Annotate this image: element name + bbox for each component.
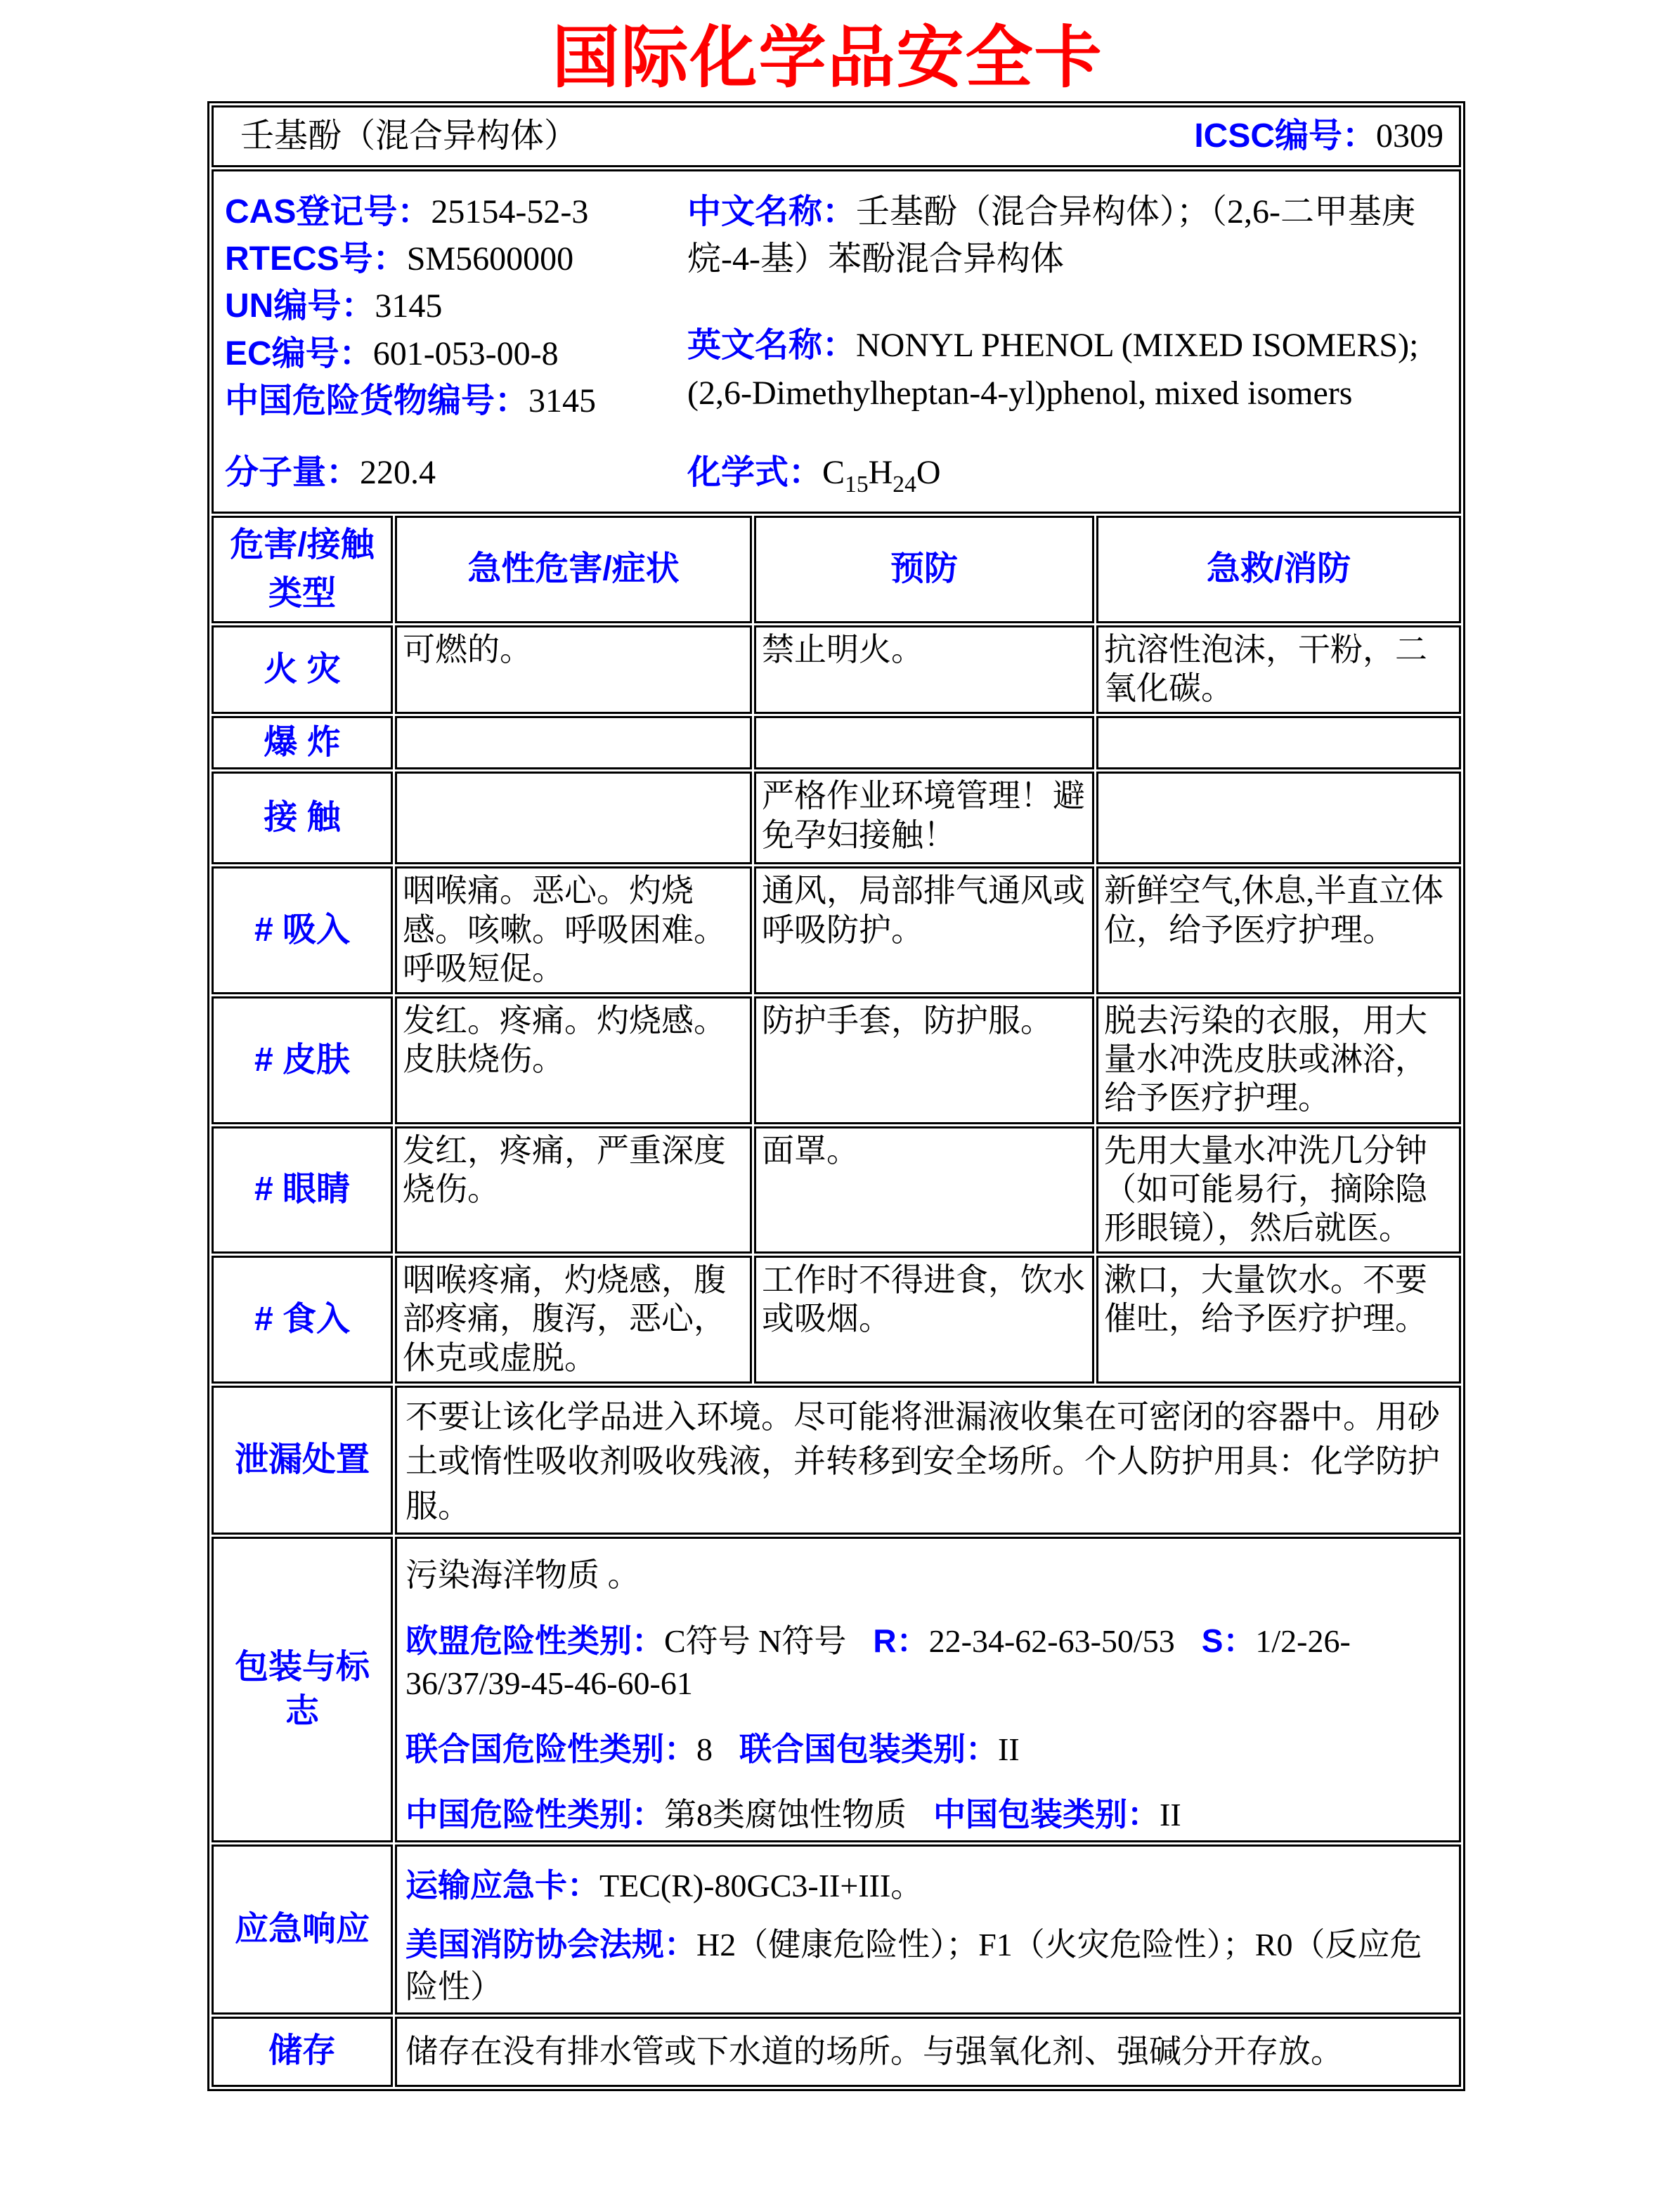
page-title: 国际化学品安全卡 [552, 20, 1103, 96]
packaging-label: 包装与标志 [212, 1537, 393, 1842]
spillage-text-cell: 不要让该化学品进入环境。尽可能将泄漏液收集在可密闭的容器中。用砂土或惰性吸收剂吸收残液，并转移到安全场所。个人防护用具：化学防护服。 [395, 1386, 1461, 1535]
nfpa-code-line: 美国消防协会法规：H2（健康危险性）；F1（火灾危险性）；R0（反应危险性） [405, 1925, 1422, 2005]
hazard-type-label: # 皮肤 [212, 996, 393, 1124]
china-dg-number-line: 中国危险货物编号：3145 [225, 382, 597, 419]
symptoms-cell: 发红，疼痛，严重深度烧伤。 [395, 1126, 752, 1254]
substance-info-cell [212, 169, 1461, 514]
column-header-hazard-type: 危害/接触类型 [212, 516, 393, 623]
marine-pollutant-line: 污染海洋物质 。 [405, 1557, 640, 1594]
column-header-symptoms: 急性危害/症状 [395, 516, 752, 623]
symptoms-cell: 可燃的。 [395, 625, 752, 714]
english-name-line: 英文名称：NONYL PHENOL (MIXED ISOMERS); (2,6-Dimethylheptan-4-yl)phenol, mixed isomers [687, 327, 1419, 412]
packaging-text-cell [395, 1537, 1461, 1842]
chemical-formula-line: 化学式：$C_{15}H_{24}O$ [687, 453, 941, 497]
prevention-cell [754, 716, 1094, 769]
first-aid-cell: 漱口，大量饮水。不要催吐，给予医疗护理。 [1096, 1256, 1461, 1384]
prevention-cell: 面罩。 [754, 1126, 1094, 1254]
icsc-number [1194, 116, 1443, 157]
column-header-prevention: 预防 [754, 516, 1094, 623]
prevention-cell: 工作时不得进食，饮水或吸烟。 [754, 1256, 1094, 1384]
hazard-row-fire [212, 625, 1461, 714]
first-aid-cell: 新鲜空气,休息,半直立体位，给予医疗护理。 [1096, 866, 1461, 994]
un-classification-line: 联合国危险性类别：8 联合国包装类别：II [405, 1730, 1020, 1767]
column-header-first-aid: 急救/消防 [1096, 516, 1461, 623]
prevention-cell: 防护手套，防护服。 [754, 996, 1094, 1124]
ec-number-line: EC编号：601-053-00-8 [225, 334, 559, 372]
spillage-label: 泄漏处置 [212, 1386, 393, 1535]
first-aid-cell [1096, 716, 1461, 769]
molecular-weight-line: 分子量：220.4 [225, 453, 436, 491]
icsc-card [207, 101, 1465, 2091]
hazard-type-label: 爆 炸 [212, 716, 393, 769]
prevention-cell: 严格作业环境管理！避免孕妇接触！ [754, 772, 1094, 864]
hazard-type-label: 火 灾 [212, 625, 393, 714]
identifier-list [225, 188, 680, 424]
emergency-response-label: 应急响应 [212, 1845, 393, 2014]
prevention-cell: 禁止明火。 [754, 625, 1094, 714]
storage-row [212, 2017, 1461, 2087]
rtecs-number-line: RTECS号：SM5600000 [225, 240, 574, 278]
hazard-table-header-row [212, 516, 1461, 623]
transport-emergency-card-line: 运输应急卡：TEC(R)-80GC3-II+III。 [405, 1867, 923, 1904]
emergency-response-row [212, 1845, 1461, 2014]
icsc-number-value: 0309 [1376, 117, 1443, 155]
hazard-row-explosion [212, 716, 1461, 769]
symptoms-cell [395, 772, 752, 864]
packaging-row [212, 1537, 1461, 1842]
hazard-row-ingestion [212, 1256, 1461, 1384]
hazard-type-label: # 吸入 [212, 866, 393, 994]
first-aid-cell: 先用大量水冲洗几分钟（如可能易行，摘除隐形眼镜），然后就医。 [1096, 1126, 1461, 1254]
symptoms-cell [395, 716, 752, 769]
hazard-row-eyes [212, 1126, 1461, 1254]
card-header-row [212, 105, 1461, 167]
prevention-cell: 通风，局部排气通风或呼吸防护。 [754, 866, 1094, 994]
symptoms-cell: 咽喉痛。恶心。灼烧感。咳嗽。呼吸困难。呼吸短促。 [395, 866, 752, 994]
first-aid-cell: 脱去污染的衣服，用大量水冲洗皮肤或淋浴，给予医疗护理。 [1096, 996, 1461, 1124]
china-classification-line: 中国危险性类别：第8类腐蚀性物质 中国包装类别：II [405, 1796, 1181, 1833]
symptoms-cell: 发红。疼痛。灼烧感。皮肤烧伤。 [395, 996, 752, 1124]
hazard-row-exposure [212, 772, 1461, 864]
spillage-row [212, 1386, 1461, 1535]
chinese-name-line: 中文名称：壬基酚（混合异构体）；（2,6-二甲基庚烷-4-基）苯酚混合异构体 [687, 193, 1416, 278]
hazard-row-skin [212, 996, 1461, 1124]
card-header-cell [212, 105, 1461, 167]
first-aid-cell: 抗溶性泡沫，干粉，二氧化碳。 [1096, 625, 1461, 714]
cas-number-line: CAS登记号：25154-52-3 [225, 193, 589, 230]
storage-text-cell: 储存在没有排水管或下水道的场所。与强氧化剂、强碱分开存放。 [395, 2017, 1461, 2087]
hazard-type-label: # 食入 [212, 1256, 393, 1384]
storage-label: 储存 [212, 2017, 393, 2087]
chemical-name: 壬基酚（混合异构体） [240, 117, 578, 155]
emergency-response-text-cell [395, 1845, 1461, 2014]
first-aid-cell [1096, 772, 1461, 864]
eu-classification-line: 欧盟危险性类别：C符号 N符号 R：22-34-62-63-50/53 S：1/2-26-36/37/39-45-46-60-61 [405, 1622, 1351, 1701]
substance-info-row [212, 169, 1461, 514]
hazard-row-inhalation [212, 866, 1461, 994]
hazard-type-label: 接 触 [212, 772, 393, 864]
hazard-type-label: # 眼睛 [212, 1126, 393, 1254]
symptoms-cell: 咽喉疼痛，灼烧感，腹部疼痛，腹泻，恶心，休克或虚脱。 [395, 1256, 752, 1384]
name-block [687, 188, 1449, 424]
un-number-line: UN编号：3145 [225, 287, 443, 325]
icsc-number-label: ICSC编号： [1194, 117, 1376, 155]
